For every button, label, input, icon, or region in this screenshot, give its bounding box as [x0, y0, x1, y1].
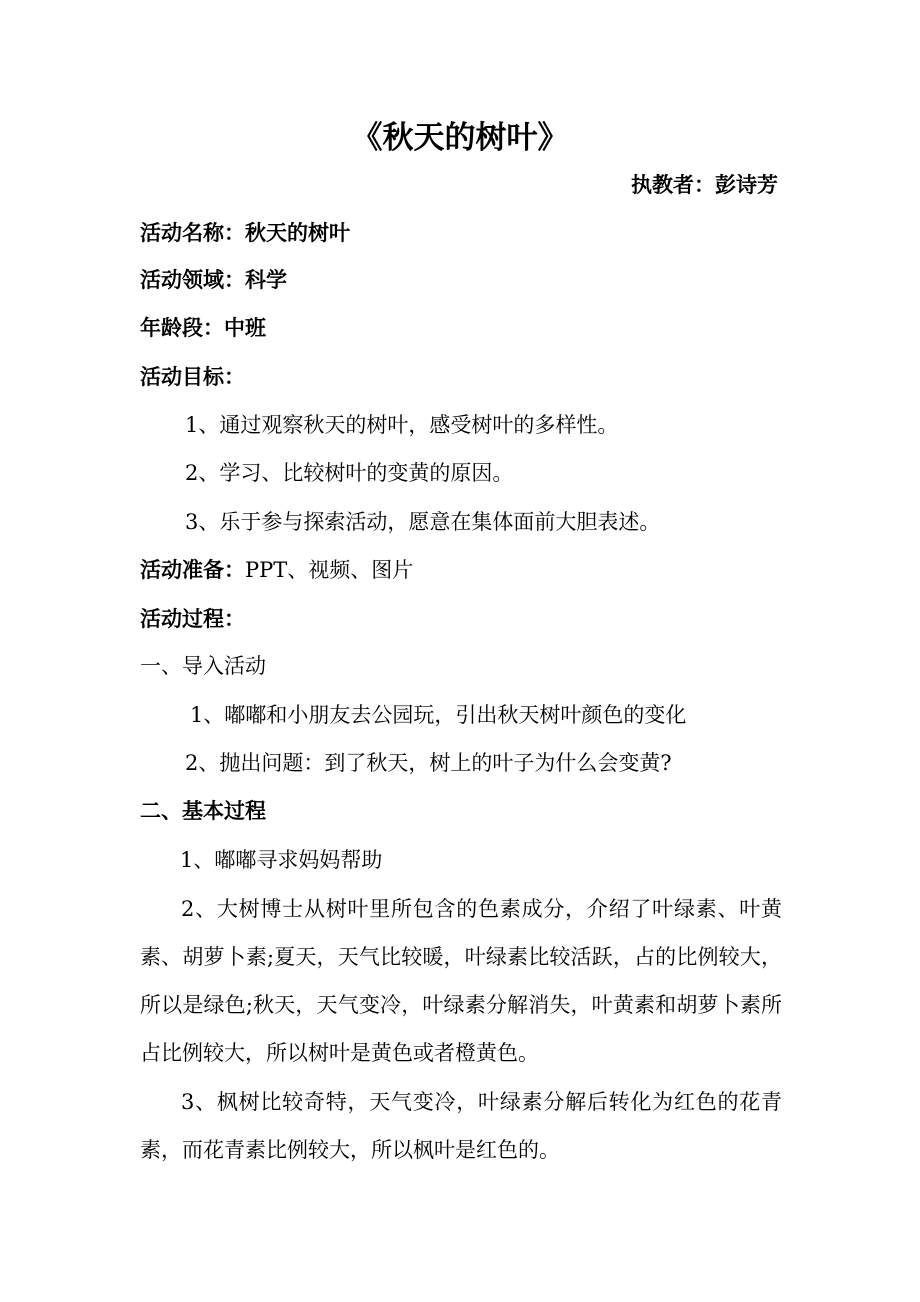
section-heading: 一、导入活动 — [140, 654, 266, 678]
activity-name-value: 秋天的树叶 — [245, 221, 350, 245]
process-paragraph: 2、大树博士从树叶里所包含的色素成分，介绍了叶绿素、叶黄素、胡萝卜素;夏天，天气比较暖，叶绿素比较活跃，占的比例较大，所以是绿色;秋天，天气变冷，叶绿素分解消失，叶黄素和胡萝卜素所占比例较大，所以树叶是黄色或者橙黄色。 — [140, 897, 782, 1065]
objective-item: 3、乐于参与探索活动，愿意在集体面前大胆表述。 — [185, 510, 661, 534]
process-item: 2、抛出问题：到了秋天，树上的叶子为什么会变黄? — [185, 751, 672, 775]
preparation-label: 活动准备： — [140, 558, 245, 582]
age-group-label: 年龄段： — [140, 316, 224, 340]
activity-domain-line — [140, 265, 287, 295]
age-group-line — [140, 313, 266, 343]
process-item: 1、嘟嘟和小朋友去公园玩，引出秋天树叶颜色的变化 — [190, 703, 687, 727]
preparation-value: PPT、视频、图片 — [245, 558, 414, 582]
section-heading: 二、基本过程 — [140, 799, 266, 823]
objective-item: 2、学习、比较树叶的变黄的原因。 — [185, 461, 514, 485]
author-line: 执教者：彭诗芳 — [631, 173, 778, 197]
process-heading: 活动过程： — [140, 607, 245, 631]
activity-domain-label: 活动领域： — [140, 268, 245, 292]
activity-name-line — [140, 218, 350, 248]
objectives-heading: 活动目标： — [140, 365, 245, 389]
age-group-value: 中班 — [224, 316, 266, 340]
process-paragraph: 3、枫树比较奇特，天气变冷，叶绿素分解后转化为红色的花青素，而花青素比例较大，所以枫叶是红色的。 — [140, 1090, 782, 1162]
activity-name-label: 活动名称： — [140, 221, 245, 245]
page-title: 《秋天的树叶》 — [351, 120, 569, 156]
objective-item: 1、通过观察秋天的树叶，感受树叶的多样性。 — [185, 413, 619, 437]
preparation-line — [140, 555, 413, 585]
activity-domain-value: 科学 — [245, 268, 287, 292]
process-item: 1、嘟嘟寻求妈妈帮助 — [180, 848, 383, 872]
